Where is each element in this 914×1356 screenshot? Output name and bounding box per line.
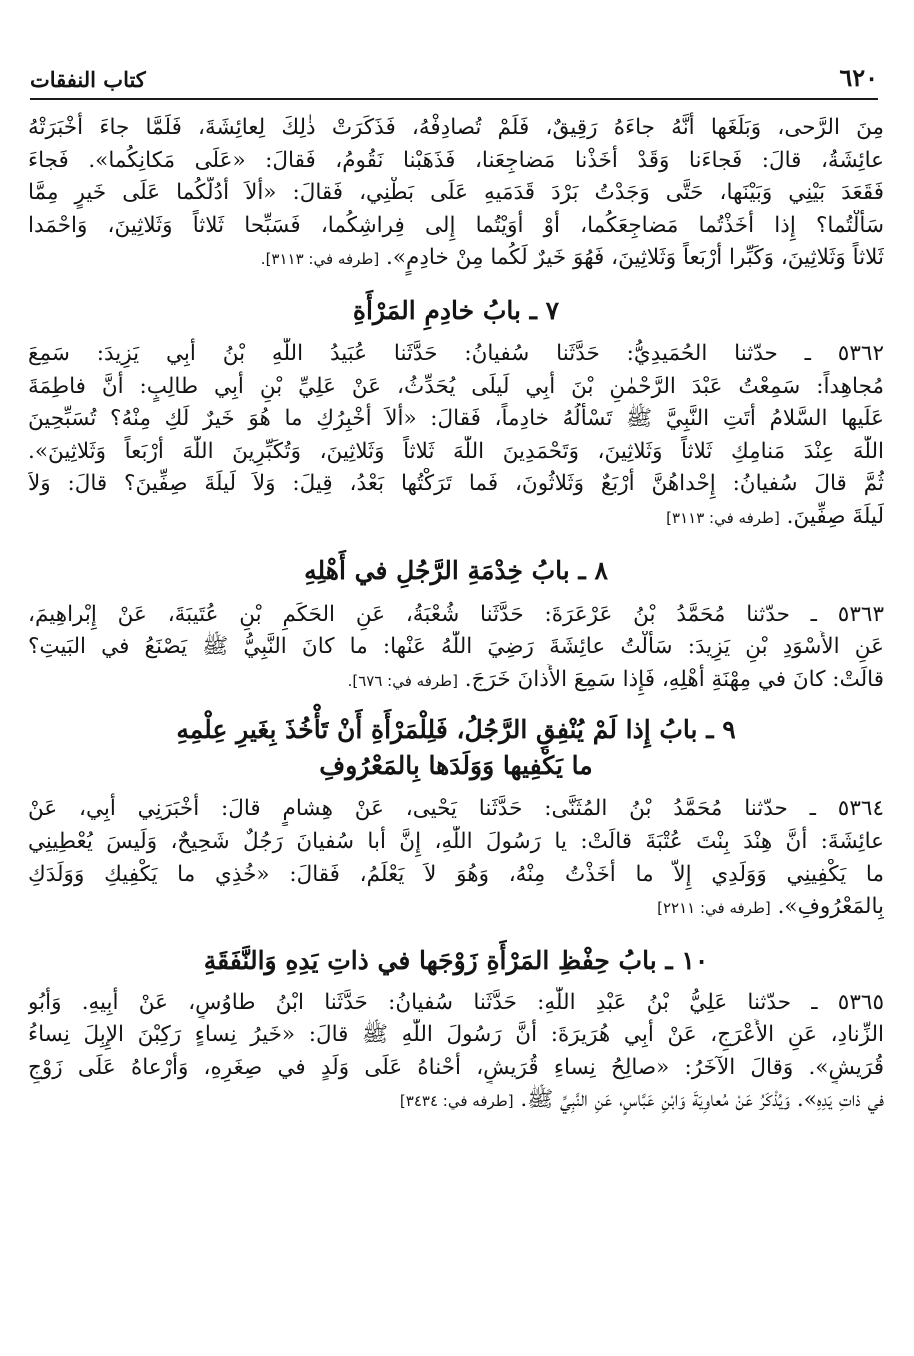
chapter-heading-8: ٨ ـ بابُ خِدْمَةِ الرَّجُلِ في أَهْلِهِ xyxy=(304,555,608,585)
text-line xyxy=(28,501,884,535)
chapter-heading-7: ٧ ـ بابُ خادِمِ المَرْأَةِ xyxy=(352,295,560,325)
text-segment: لَيلَةَ صِفِّينَ. xyxy=(786,503,884,529)
text-line: عَنِ الأَسْوَدِ بْنِ يَزِيدَ: سَأَلْتُ عائِشَةَ رَضِيَ اللّٰهُ عَنْها: ما كانَ النَّبِيُّ ﷺ يَصْنَعُ في البَيتِ؟ xyxy=(28,634,884,660)
text-line: ٥٣٦٥ ـ حدّثنا عَلِيُّ بْنُ عَبْدِ اللّٰهِ: حَدَّثَنا سُفيانُ: حَدَّثَنا ابْنُ طاوُسٍ، عَنْ أَبِيهِ. وَأَبُو xyxy=(28,989,884,1015)
chapter-heading-9-line-2: ما يَكْفِيها وَوَلَدَها بِالمَعْرُوفِ xyxy=(319,751,593,781)
text-segment: في ذاتِ يَدِهِ». وَيُذْكَرُ عَنْ مُعاوِيَةَ وَابْنِ عَبَّاسٍ، عَنِ النَّبِيِّ ﷺ. xyxy=(520,1087,884,1113)
cross-reference: [طرفه في: ٢٢١١] xyxy=(657,899,771,918)
text-line: مُجاهِداً: سَمِعْتُ عَبْدَ الرَّحْمٰنِ بْنَ أَبِي لَيلَى يُحَدِّثُ، عَنْ عَلِيِّ بْنِ أَبِي طالِبٍ: أَنَّ فاطِمَةَ xyxy=(28,373,884,399)
hadith-5362 xyxy=(28,338,884,535)
text-line: ما يَكْفِينِي وَوَلَدِي إِلاَّ ما أَخَذْتُ مِنْهُ، وَهُوَ لاَ يَعْلَمُ، فَقالَ: «خُذِي ما يَكْفِيكِ وَوَلَدَكِ xyxy=(28,861,884,887)
text-segment: ثَلاثاً وَثَلاثِينَ، وَكَبِّرا أَرْبَعاً وَثَلاثِينَ، فَهُوَ خَيرٌ لَكُما مِنْ خادِمٍ». xyxy=(386,245,884,271)
cross-reference: [طرفه في: ٣٤٣٤] xyxy=(399,1092,514,1111)
text-line: عَلَيها السَّلامُ أَتَتِ النَّبِيَّ ﷺ تَسْأَلُهُ خادِماً، فَقالَ: «أَلاَ أُخْبِرُكِ ما هُوَ خَيرٌ لَكِ مِنْهُ؟ تُسَبِّحِينَ xyxy=(28,406,884,432)
cross-reference: [طرفه في: ٦٧٦]. xyxy=(347,671,458,690)
page-number: ٦٢٠ xyxy=(839,63,878,92)
text-line: اللّٰهَ عِنْدَ مَنامِكِ ثَلاثاً وَثَلاثِينَ، وَتَحْمَدِينَ اللّٰهَ ثَلاثاً وَثَلاثِينَ، وَتُكَبِّرِينَ اللّٰهَ أَرْبَعاً وَثَلاثِينَ». xyxy=(28,438,884,464)
text-line: سَأَلْتُما؟ إِذا أَخَذْتُما مَضاجِعَكُما، أَوْ أَوَيْتُما إِلى فِراشِكُما، فَسَبِّحا ثَلاثاً وَثَلاثِينَ، وَاحْمَدا xyxy=(28,212,884,238)
text-line: ٥٣٦٤ ـ حدّثنا مُحَمَّدُ بْنُ المُثَنَّى: حَدَّثَنا يَحْيى، عَنْ هِشامٍ قالَ: أَخْبَرَنِي أَبِي، عَنْ xyxy=(28,796,884,822)
text-line: مِنَ الرَّحى، وَبَلَغَها أَنَّهُ جاءَهُ رَقِيقٌ، فَلَمْ تُصادِفْهُ، فَذَكَرَتْ ذٰلِكَ لِعائِشَةَ، فَلَمَّا جاءَ أَخْبَرَتْهُ xyxy=(28,115,884,140)
hadith-5364 xyxy=(28,793,884,924)
text-line xyxy=(28,1084,884,1118)
page-header xyxy=(30,60,878,100)
text-line: ثُمَّ قالَ سُفيانُ: إِحْداهُنَّ أَرْبَعٌ وَثَلاثُونَ، فَما تَرَكْتُها بَعْدُ، قِيلَ: وَلاَ لَيلَةَ صِفِّينَ؟ قالَ: وَلاَ xyxy=(28,471,884,497)
text-line: الزِّنادِ، عَنِ الأَعْرَجِ، عَنْ أَبِي هُرَيرَةَ: أَنَّ رَسُولَ اللّٰهِ ﷺ قالَ: «خَيرُ نِساءٍ رَكِبْنَ الإِبِلَ نِساءُ xyxy=(28,1022,884,1048)
text-segment: بِالمَعْرُوفِ». xyxy=(777,894,884,920)
text-line: قُرَيشٍ». وَقالَ الآخَرُ: «صالِحُ نِساءِ قُرَيشٍ، أَحْناهُ عَلَى وَلَدٍ في صِغَرِهِ، وَأَرْعاهُ عَلَى زَوْجٍ xyxy=(28,1054,884,1080)
hadith-5365 xyxy=(28,987,884,1118)
text-line xyxy=(28,664,884,698)
text-segment: قالَتْ: كانَ في مِهْنَةِ أَهْلِهِ، فَإِذا سَمِعَ الأَذانَ خَرَجَ. xyxy=(464,666,884,692)
text-line xyxy=(28,242,884,276)
book-title: كتاب النفقات xyxy=(30,67,146,92)
text-line: عائِشَةُ، قالَ: فَجاءَنا وَقَدْ أَخَذْنا مَضاجِعَنا، فَذَهَبْنا نَقُومُ، فَقالَ: «عَلَى مَكانِكُما». فَجاءَ xyxy=(28,147,884,173)
cross-reference: [طرفه في: ٣١١٣] xyxy=(666,508,780,527)
hadith-continuation xyxy=(28,112,884,276)
book-page xyxy=(20,0,894,1356)
chapter-heading-10: ١٠ ـ بابُ حِفْظِ المَرْأَةِ زَوْجَها في ذاتِ يَدِهِ وَالنَّفَقَةِ xyxy=(203,945,709,975)
text-line: عائِشَةَ: أَنَّ هِنْدَ بِنْتَ عُتْبَةَ قالَتْ: يا رَسُولَ اللّٰهِ، إِنَّ أَبا سُفيانَ رَجُلٌ شَحِيحٌ، وَلَيسَ يُعْطِينِي xyxy=(28,828,884,854)
chapter-heading-9-line-1: ٩ ـ بابُ إِذا لَمْ يُنْفِقِ الرَّجُلُ، فَلِلْمَرْأَةِ أَنْ تَأْخُذَ بِغَيرِ عِلْمِهِ xyxy=(176,715,736,745)
cross-reference: [طرفه في: ٣١١٣]. xyxy=(260,250,380,269)
text-line: ٥٣٦٣ ـ حدّثنا مُحَمَّدُ بْنُ عَرْعَرَةَ: حَدَّثَنا شُعْبَةُ، عَنِ الحَكَمِ بْنِ عُتَيبَةَ، عَنْ إِبْراهِيمَ، xyxy=(28,601,884,627)
page-content xyxy=(28,112,884,1118)
text-line: فَقَعَدَ بَيْنِي وَبَيْنَها، حَتَّى وَجَدْتُ بَرْدَ قَدَمَيهِ عَلَى بَطْنِي، فَقالَ: «أَلاَ أَدُلُّكُما عَلَى خَيرٍ مِمَّا xyxy=(28,180,884,206)
text-line: ٥٣٦٢ ـ حدّثنا الحُمَيدِيُّ: حَدَّثَنا سُفيانُ: حَدَّثَنا عُبَيدُ اللّٰهِ بْنُ أَبِي يَزِيدَ: سَمِعَ xyxy=(28,340,884,366)
hadith-5363 xyxy=(28,599,884,698)
text-line xyxy=(28,891,884,925)
